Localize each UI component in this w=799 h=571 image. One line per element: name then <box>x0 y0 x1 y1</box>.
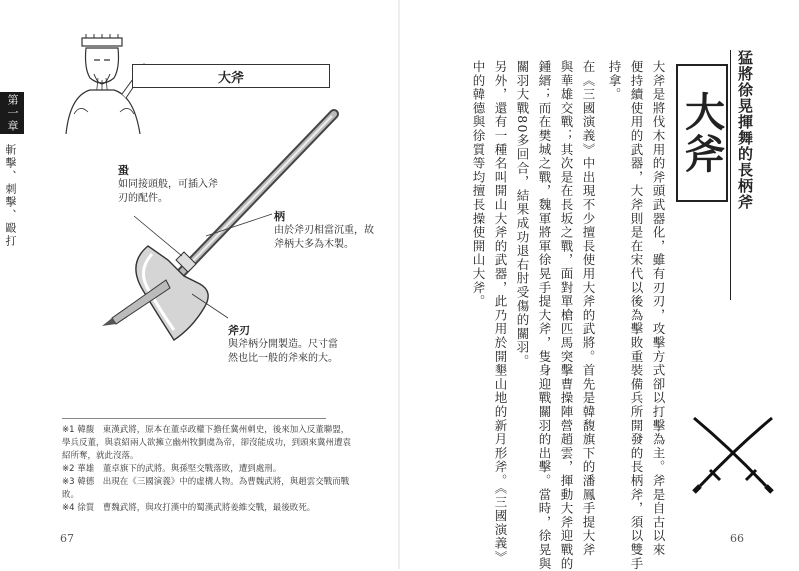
body-column: 便持續使用的武器，大斧則是在宋代以後為擊敗重裝備兵所開發的長柄斧，須以雙手 <box>629 60 644 571</box>
body-column: 關羽大戰80多回合，結果成功退右肘受傷的關羽。 <box>515 60 530 369</box>
page-title: 大斧 <box>676 64 728 202</box>
chapter-tab: 第一章 <box>0 92 24 134</box>
callout-ring <box>118 164 224 206</box>
page-number-right: 66 <box>730 532 744 545</box>
callout-ring-text: 如同接頭般，可插入斧刃的配件。 <box>118 179 218 204</box>
body-column: 中的韓德與徐質等均擅長操使開山大斧。 <box>471 60 486 309</box>
page-subtitle: 猛將徐晃揮舞的長柄斧 <box>736 50 754 210</box>
crossed-swords-icon <box>690 412 776 494</box>
callout-blade-head: 斧刃 <box>228 324 250 337</box>
callout-ring-head: 蛩 <box>118 164 129 177</box>
chapter-subtitle: 斬擊、刺擊、毆打 <box>4 144 17 248</box>
callout-handle-head: 柄 <box>274 210 285 223</box>
body-column: 另外，還有一種名叫開山大斧的武器，此乃用於開墾山地的新月形斧。《三國演義》 <box>493 60 508 565</box>
left-page <box>0 0 399 569</box>
body-column: 與華雄交戰；其次是在長坂之戰，面對單槍匹馬突擊曹操陣營趙雲，揮動大斧迎戰的 <box>559 60 574 571</box>
callout-blade <box>228 324 338 366</box>
footnote: ※3 韓德 出現在《三國演義》中的虛構人物。為曹魏武將，與趙雲交戰而戰敗。 <box>62 477 350 500</box>
callout-blade-text: 與斧柄分開製造。尺寸當然也比一般的斧來的大。 <box>228 339 338 364</box>
title-rule <box>730 50 731 300</box>
callout-handle <box>274 210 374 252</box>
footnotes <box>62 424 354 515</box>
footnote: ※2 華雄 董卓旗下的武將。與孫堅交戰落敗，遭到處刑。 <box>62 464 282 474</box>
body-column: 鍾縉；而在樊城之戰，魏軍將軍徐晃手提大斧，隻身迎戰關羽的出擊。當時，徐晃與 <box>537 60 552 571</box>
footnote: ※1 韓馥 東漢武將，原本在董卓政權下擔任冀州刺史，後來加入反董聯盟，學兵反董，與袁紹兩人欲擁立幽州牧劉虞為帝，卻沒能成功，到頭來冀州遭袁紹所奪，就此沒落。 <box>62 425 352 461</box>
callout-handle-text: 由於斧刃相當沉重，故斧柄大多為木製。 <box>274 225 374 250</box>
footnote-rule <box>62 418 326 419</box>
diagram-title: 大斧 <box>132 64 330 88</box>
page-number-left: 67 <box>60 532 74 545</box>
body-column: 在《三國演義》中出現不少擅長使用大斧的武將。首先是韓馥旗下的潘鳳手提大斧 <box>581 60 596 557</box>
footnote: ※4 徐質 曹魏武將，與攻打漢中的蜀漢武將姜維交戰，最後敗死。 <box>62 503 316 513</box>
body-column: 持拿。 <box>607 60 622 102</box>
body-column: 大斧是將伐木用的斧頭武器化，雖有刃刃，攻擊方式卻以打擊為主。斧是自古以來 <box>651 60 666 557</box>
